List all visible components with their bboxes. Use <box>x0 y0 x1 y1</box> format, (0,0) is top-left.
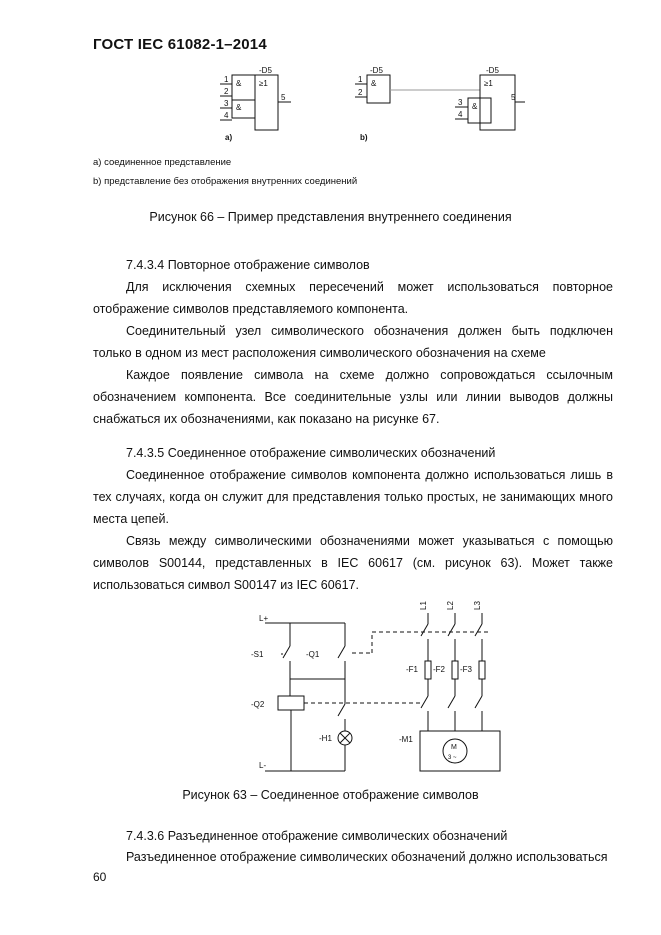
figure-63-caption: Рисунок 63 – Соединенное отображение символов <box>182 788 479 802</box>
fig63-lplus: L+ <box>259 614 269 623</box>
fig66b-pin-1: 1 <box>358 75 363 84</box>
figure-66-diagram <box>215 62 525 147</box>
fig66a-ref: -D5 <box>259 66 272 75</box>
fig63-q2: -Q2 <box>251 700 265 709</box>
fig66a-pin-2: 2 <box>224 87 229 96</box>
fig66a-label: a) <box>225 133 233 142</box>
fig66b-pin-5: 5 <box>511 93 516 102</box>
fig66a-pin-5: 5 <box>281 93 286 102</box>
section-7-4-3-6-heading: 7.4.3.6 Разъединенное отображение символических обозначений <box>126 829 508 843</box>
fig66a-and2: & <box>236 103 242 112</box>
fig63-motor-phase: 3 ~ <box>448 755 457 761</box>
fig63-s1: -S1 <box>251 650 264 659</box>
figure-63-wiring <box>265 613 500 771</box>
fig63-l3: L3 <box>473 601 482 610</box>
fig63-m1: -M1 <box>399 735 413 744</box>
fig66b-and1: & <box>371 79 377 88</box>
fig63-q1: -Q1 <box>306 650 320 659</box>
figure-66b <box>355 75 525 130</box>
fig63-motor-m: M <box>451 744 457 751</box>
document-header: ГОСТ IEC 61082-1–2014 <box>93 36 267 53</box>
figure-63-diagram <box>245 596 510 776</box>
section-7-4-3-5-heading: 7.4.3.5 Соединенное отображение символических обозначений <box>126 446 496 460</box>
page-number: 60 <box>93 870 107 884</box>
fig63-f3: -F3 <box>460 665 472 674</box>
figure-66a <box>220 75 291 130</box>
fig66b-ref1: -D5 <box>370 66 383 75</box>
fig66b-and2: & <box>472 102 478 111</box>
section-7-4-3-5-p1: Соединенное отображение символов компонента должно использоваться лишь в тех случаях, когда он служит для представления только простых, не занимающих много места цепей. <box>93 468 613 526</box>
section-7-4-3-4-p3: Каждое появление символа на схеме должно сопровождаться ссылочным обозначением компонента. Все соединительные узлы или линии выводов должны снабжаться их обозначениями, как показано на рисунке 67. <box>93 368 613 426</box>
fig66b-pin-3: 3 <box>458 98 463 107</box>
fig66b-pin-2: 2 <box>358 88 363 97</box>
section-7-4-3-4-heading: 7.4.3.4 Повторное отображение символов <box>126 258 370 272</box>
fig66a-pin-1: 1 <box>224 75 229 84</box>
section-7-4-3-4-p2: Соединительный узел символического обозначения должен быть подключен только в одном из мест расположения символического обозначения на схеме <box>93 324 613 360</box>
fig63-f2: -F2 <box>433 665 445 674</box>
figure-66-caption: Рисунок 66 – Пример представления внутреннего соединения <box>149 210 512 224</box>
section-7-4-3-5-p2: Связь между символическими обозначениями может указываться с помощью символов S00144, представленных в IEC 60617 (см. рисунок 63). Может также использоваться символ S00147 из IEC 60617. <box>93 534 613 592</box>
fig66b-label: b) <box>360 133 368 142</box>
fig66b-or: ≥1 <box>484 79 493 88</box>
figure-66-note-b: b) представление без отображения внутренних соединений <box>93 176 358 187</box>
fig66a-pin-4: 4 <box>224 111 229 120</box>
fig66a-and1: & <box>236 79 242 88</box>
section-7-4-3-6-p1: Разъединенное отображение символических обозначений должно использоваться <box>126 850 608 864</box>
fig66a-pin-3: 3 <box>224 99 229 108</box>
fig63-l1: L1 <box>419 601 428 610</box>
fig66a-or: ≥1 <box>259 79 268 88</box>
fig66b-pin-4: 4 <box>458 110 463 119</box>
fig66b-ref2: -D5 <box>486 66 499 75</box>
fig63-f1: -F1 <box>406 665 418 674</box>
fig63-lminus: L- <box>259 761 267 770</box>
fig63-h1: -H1 <box>319 734 332 743</box>
fig63-l2: L2 <box>446 601 455 610</box>
section-7-4-3-4-p1: Для исключения схемных пересечений может использоваться повторное отображение символов представляемого компонента. <box>93 280 613 316</box>
figure-66-note-a: a) соединенное представление <box>93 157 232 168</box>
